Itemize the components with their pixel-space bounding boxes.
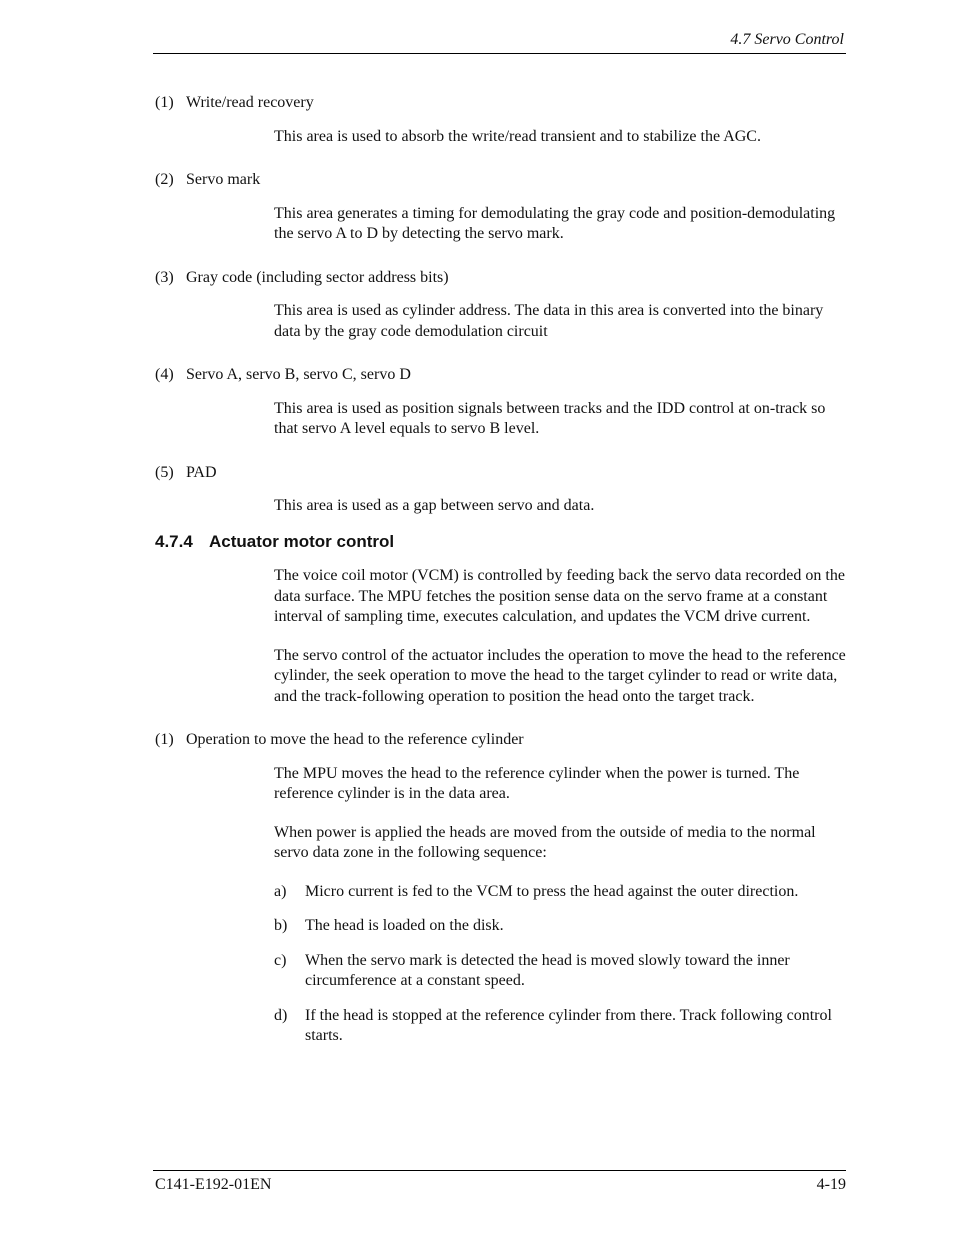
item-title: Servo mark <box>186 171 261 188</box>
item-title: Write/read recovery <box>186 94 314 111</box>
footer-rule <box>153 1170 846 1171</box>
section-paragraph: The servo control of the actuator includes the operation to move the head to the reference cylinder, the seek operation to move the head to the target cylinder to read or write data, and the track-following operation to position the head onto the target track. <box>274 646 846 705</box>
item-number: (1) <box>155 731 174 748</box>
list-item <box>155 170 847 245</box>
item-heading <box>155 268 847 289</box>
step-text: When the servo mark is detected the head is moved slowly toward the inner circumference at a constant speed. <box>305 951 790 989</box>
step-item <box>274 1006 847 1047</box>
item-number: (5) <box>155 463 174 481</box>
item-body: The MPU moves the head to the reference cylinder when the power is turned. The reference cylinder is in the data area. <box>274 764 800 802</box>
list-item <box>155 730 847 1047</box>
item-heading <box>155 463 847 484</box>
step-item <box>274 916 847 937</box>
step-letter: a) <box>274 882 287 900</box>
page-number: 4-19 <box>816 1176 846 1193</box>
step-letter: b) <box>274 917 288 934</box>
item-heading <box>155 730 847 751</box>
page-content <box>155 93 847 1047</box>
list-item <box>155 463 847 517</box>
section-number: 4.7.4 <box>155 531 193 551</box>
section-title: Actuator motor control <box>209 531 395 551</box>
item-title: Gray code (including sector address bits) <box>186 268 449 286</box>
item-body: When power is applied the heads are moved from the outside of media to the normal servo data zone in the following sequence: <box>274 823 816 861</box>
list-item <box>155 93 847 147</box>
document-id: C141-E192-01EN <box>155 1176 272 1193</box>
list-item <box>155 268 847 343</box>
item-number: (3) <box>155 268 174 286</box>
step-text: If the head is stopped at the reference cylinder from there. Track following control starts. <box>305 1006 832 1044</box>
item-body: This area is used as a gap between servo and data. <box>274 497 595 514</box>
item-body: This area is used as position signals between tracks and the IDD control at on-track so that servo A level equals to servo B level. <box>274 399 826 437</box>
item-number: (4) <box>155 366 174 383</box>
item-heading <box>155 365 847 386</box>
running-header: 4.7 Servo Control <box>730 31 844 48</box>
step-text: Micro current is fed to the VCM to press the head against the outer direction. <box>305 882 799 900</box>
item-number: (1) <box>155 94 174 111</box>
list-item <box>155 365 847 440</box>
item-body: This area is used as cylinder address. The data in this area is converted into the binary data by the gray code demodulation circuit <box>274 302 824 340</box>
header-rule <box>153 53 846 54</box>
item-body: This area generates a timing for demodulating the gray code and position-demodulating the servo A to D by detecting the servo mark. <box>274 204 836 242</box>
item-title: Operation to move the head to the reference cylinder <box>186 731 524 748</box>
step-letter: d) <box>274 1006 288 1024</box>
item-title: PAD <box>186 463 217 481</box>
item-heading <box>155 93 847 114</box>
item-number: (2) <box>155 171 174 188</box>
step-letter: c) <box>274 951 287 969</box>
step-text: The head is loaded on the disk. <box>305 917 504 934</box>
item-body: This area is used to absorb the write/read transient and to stabilize the AGC. <box>274 127 761 145</box>
step-list <box>274 882 847 1047</box>
section-paragraph: The voice coil motor (VCM) is controlled by feeding back the servo data recorded on the data surface. The MPU fetches the position sense data on the servo frame at a constant interval of sampling time, executes calculation, and updates the VCM drive current. <box>274 567 845 625</box>
section-heading <box>155 532 847 553</box>
item-title: Servo A, servo B, servo C, servo D <box>186 366 411 383</box>
step-item <box>274 882 847 903</box>
item-heading <box>155 170 847 191</box>
step-item <box>274 951 847 992</box>
